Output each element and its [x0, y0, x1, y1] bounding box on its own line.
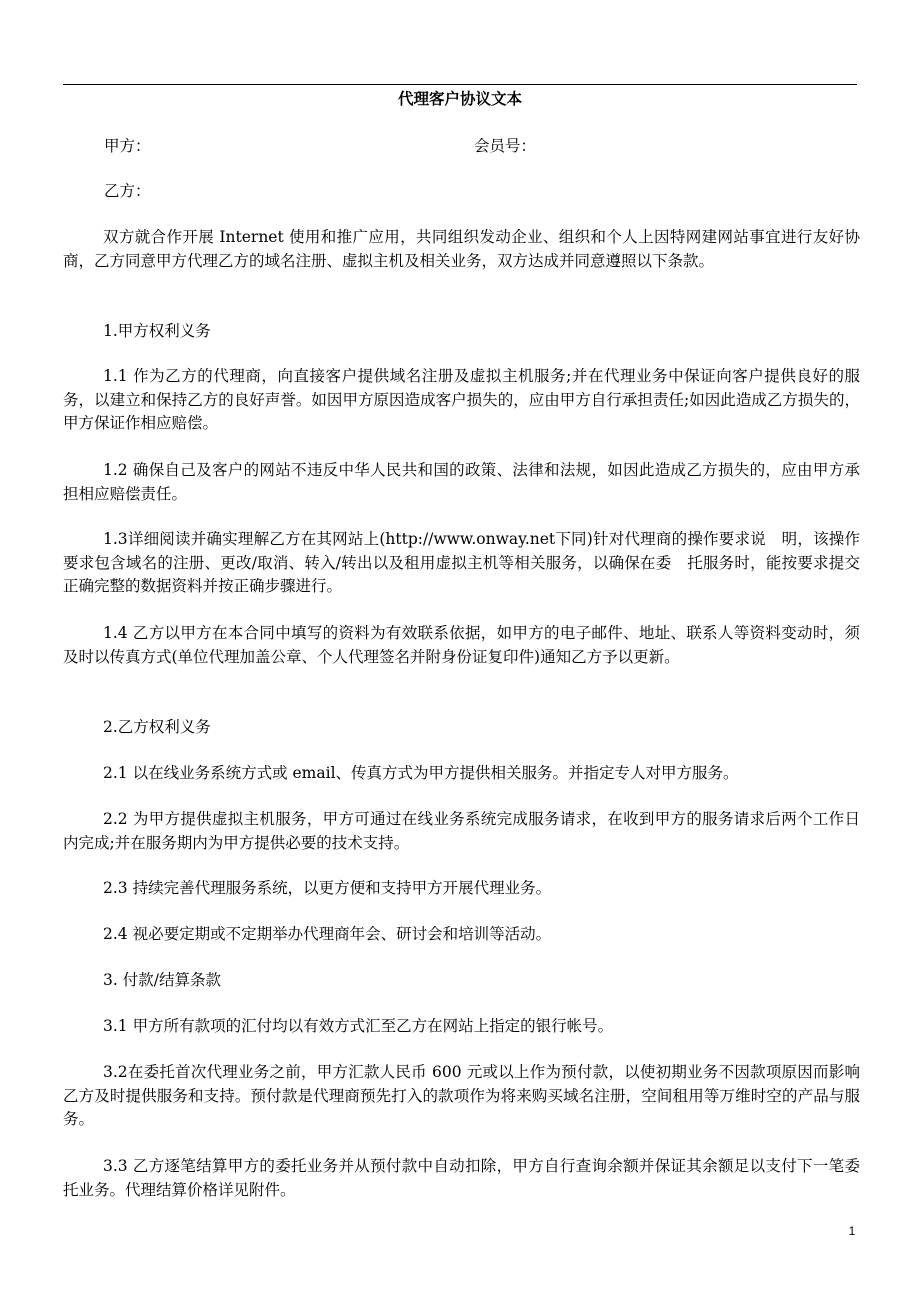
clause-1-4: 1.4 乙方以甲方在本合同中填写的资料为有效联系依据，如甲方的电子邮件、地址、联系人等资料变动时，须及时以传真方式(单位代理加盖公章、个人代理签名并附身份证复印件)通知乙方予以更新。	[63, 624, 860, 666]
section-3-heading: 3. 付款/结算条款	[103, 971, 221, 989]
clause-1-3: 1.3详细阅读并确实理解乙方在其网站上(http://www.onway.net下同)针对代理商的操作要求说 明，该操作要求包含域名的注册、更改/取消、转入/转出以及租用虚拟主机等相关服务，以确保在委 托服务时，能按要求提交正确完整的数据资料并按正确步骤进行。	[63, 530, 860, 595]
member-number-label: 会员号：	[474, 137, 537, 155]
section-2-heading: 2.乙方权利义务	[103, 718, 211, 736]
party-a-label: 甲方：	[104, 137, 151, 155]
clause-1-2: 1.2 确保自己及客户的网站不违反中华人民共和国的政策、法律和法规，如因此造成乙方损失的，应由甲方承担相应赔偿责任。	[63, 461, 860, 503]
clause-3-2: 3.2在委托首次代理业务之前，甲方汇款人民币 600 元或以上作为预付款，以使初期业务不因款项原因而影响乙方及时提供服务和支持。预付款是代理商预先打入的款项作为将来购买域名注册，空间租用等万维时空的产品与服务。	[63, 1063, 860, 1128]
intro-paragraph: 双方就合作开展 Internet 使用和推广应用，共同组织发动企业、组织和个人上因特网建网站事宜进行友好协商，乙方同意甲方代理乙方的域名注册、虚拟主机及相关业务，双方达成并同意遵照以下条款。	[63, 228, 860, 270]
document-title: 代理客户协议文本	[397, 90, 522, 108]
clause-3-1: 3.1 甲方所有款项的汇付均以有效方式汇至乙方在网站上指定的银行帐号。	[103, 1017, 614, 1035]
clause-2-2: 2.2 为甲方提供虚拟主机服务，甲方可通过在线业务系统完成服务请求，在收到甲方的服务请求后两个工作日内完成;并在服务期内为甲方提供必要的技术支持。	[63, 810, 860, 852]
section-1-heading: 1.甲方权利义务	[103, 322, 211, 340]
clause-3-3: 3.3 乙方逐笔结算甲方的委托业务并从预付款中自动扣除，甲方自行查询余额并保证其余额足以支付下一笔委托业务。代理结算价格详见附件。	[63, 1157, 860, 1199]
clause-2-3: 2.3 持续完善代理服务系统，以更方便和支持甲方开展代理业务。	[103, 879, 552, 897]
header-rule	[63, 84, 857, 85]
clause-2-4: 2.4 视必要定期或不定期举办代理商年会、研讨会和培训等活动。	[103, 925, 552, 943]
clause-1-1: 1.1 作为乙方的代理商，向直接客户提供域名注册及虚拟主机服务;并在代理业务中保证向客户提供良好的服务，以建立和保持乙方的良好声誉。如因甲方原因造成客户损失的，应由甲方自行承担责任;如因此造成乙方损失的，甲方保证作相应赔偿。	[63, 367, 860, 432]
party-b-label: 乙方：	[104, 182, 151, 200]
clause-2-1: 2.1 以在线业务系统方式或 email、传真方式为甲方提供相关服务。并指定专人对甲方服务。	[103, 764, 739, 782]
page-number: 1	[848, 1224, 856, 1238]
